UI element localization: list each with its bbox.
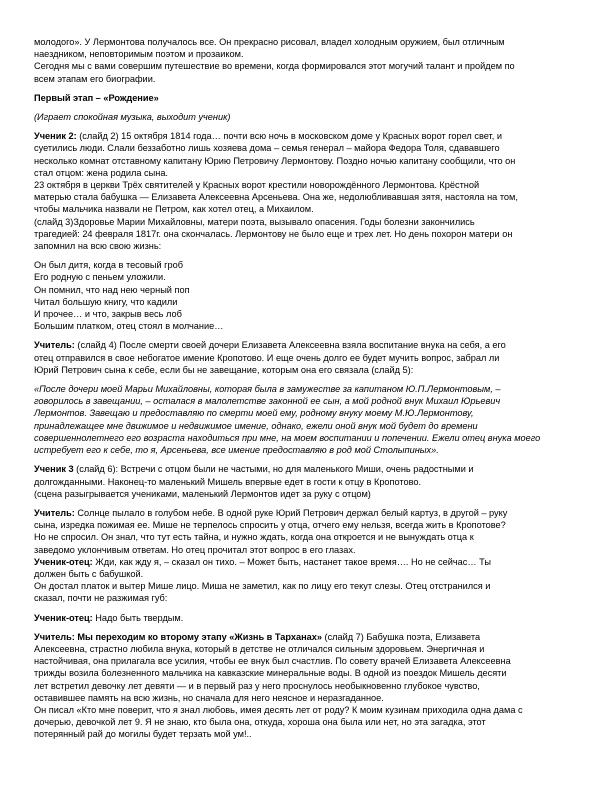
speech-text: (слайд 4) После смерти своей дочери Елизавета Алексеевна взяла воспитание внука на себя, а его отец отправился в свое небогатое имение Кропотово. И еще очень долго ее будет мучить вопрос, забрал ли Юрий Петрович сына к себе, если бы не завещание, которым она его связала (слайд 5): (34, 340, 506, 375)
speech-text: Солнце пылало в голубом небе. В одной руке Юрий Петрович держал белый картуз, в другой – руку сына, изредка пожимая ее. Мише не терпелось спросить у отца, отчего ему нельзя, всегда жить в Кропотове? Но не спросил. Он знал, что тут есть тайна, и нужно ждать, когда она откроется и не вынуждать отца к заведомо уклончивым ответам. Но отец прочитал этот вопрос в его глазах. (34, 507, 508, 555)
stage-one-heading: Первый этап – «Рождение» (34, 92, 159, 103)
speech-text: (слайд 2) 15 октября 1814 года… почти всю ночь в московском доме у Красных ворот горел свет, и суетились люди. Слали беззаботно лишь хозяева дома – семья генерал – майора Федора Толя, сдававшего несколько комнат отставному капитану Юрию Петровичу Лермонтову. Поздно ночью капитану сообщили, что он стал отцом: жена родила сына. (34, 131, 516, 178)
baptism-paragraph: 23 октября в церкви Трёх святителей у Красных ворот крестили новорождённого Лермонтова. Крёстной матерью стала бабушка — Елизавета Алексеевна Арсеньева. Она же, недолюбливавшая зятя, настояла на том, чтобы мальчика назвали не Петром, как хотел отец, а Михаилом. (34, 180, 518, 215)
will-quote: «После дочери моей Марьи Михайловны, которая была в замужестве за капитаном Ю.П.Лермонтовым, – говорилось в завещании, – осталася в малолетстве законной ее сын, а мой родной внук Михаил Юрьевич Лермонтов. Завещаю и предоставляю по смерти моей ему, родному внуку моему М.Ю.Лермонтову, принадлежащее мне движимое и недвижимое имение, однако, ежели оной внук мой будет до времени совершеннолетнего его возраста находиться при мне, на моем воспитании и попечении. Ежели отец внука моего истребует его к себе, то я, Арсеньева, все имение предоставляю в род мой Столыпиных». (34, 384, 541, 456)
speaker-label: Учитель: (34, 340, 75, 351)
music-stage-direction: (Играет спокойная музыка, выходит ученик) (34, 112, 231, 123)
speaker-label: Ученик-отец: (34, 556, 93, 567)
poem-quote: Он был дитя, когда в тесовый гроб Его родную с пеньем уложили. Он помнил, что над нею черный поп Читал большую книгу, что кадили И прочее… и что, закрыв весь лоб Большим платком, отец стоял в молчание… (34, 260, 224, 332)
student-2-speech (34, 130, 583, 252)
teacher-speech-3 (34, 631, 583, 741)
narration-paragraph: Он достал платок и вытер Мише лицо. Миша не заметил, как по лицу его текут слезы. Отец отстранился и сказал, почти не разжимая губ: (34, 581, 491, 604)
intro-paragraph: молодого». У Лермонтова получалось все. Он прекрасно рисовал, владел холодным оружием, был отличным наездником, неповторимым поэтом и прозаиком. Сегодня мы с вами совершим путешествие во времени, когда формировался этот могучий талант и пройдем по всем этапам его биографии. (34, 37, 515, 84)
teacher-speech-1 (34, 339, 583, 376)
father-speech-1 (34, 556, 583, 580)
teacher-speech-2 (34, 507, 583, 556)
speech-text: (слайд 7) Бабушка поэта, Елизавета Алексеевна, страстно любила внука, который в детстве не отличался сильным здоровьем. Энергичная и настойчивая, она прилагала все усилия, чтобы ее внук был счастлив. По совету врачей Елизавета Алексеевна трижды возила болезненного мальчика на кавказские минеральные воды. В одной из поездок Мишель десяти лет встретил девочку лет девяти — и в первый раз у него проснулось необыкновенно глубокое чувство, оставившее память на всю жизнь, но сначала для него неясное и неразгаданное. Он писал «Кто мне поверит, что я знал любовь, имея десять лет от роду? К моим кузинам приходила одна дама с дочерью, девочкой лет 9. Я не знаю, кто была она, откуда, хороша она была или нет, но эта загадка, этот потерянный рай до могилы будет терзать мой ум!.. (34, 631, 523, 740)
father-speech-2 (34, 612, 583, 624)
slide-3-paragraph: (слайд 3)Здоровье Марии Михайловны, матери поэта, вызывало опасения. Годы болезни закончились трагедией: 24 февраля 1817г. она скончалась. Лермонтову не было еще и трех лет. Но день похорон матери он запомнил на всю свою жизнь: (34, 216, 513, 252)
speech-text: Надо быть твердым. (92, 612, 184, 623)
speaker-label: Учитель: (34, 507, 75, 518)
speech-text: Жди, как жду я, – сказал он тихо. – Может быть, настанет такое время…. Но не сейчас… Ты должен быть с бабушкой. (34, 556, 491, 579)
speaker-label: Ученик 2: (34, 131, 77, 142)
student-3-speech (34, 463, 583, 500)
document-body (34, 36, 583, 741)
speaker-label: Ученик-отец: (34, 612, 93, 623)
speaker-label: Ученик 3 (34, 464, 74, 475)
speech-text: (слайд 6): Встречи с отцом были не частыми, но для маленького Миши, очень радостными и долгожданными. Наконец-то маленький Мишель впервые едет в гости к отцу в Кропотово. (сцена разыгрывается учениками, маленький Лермонтов идет за руку с отцом) (34, 464, 474, 499)
stage-two-lead: Учитель: Мы переходим ко второму этапу «Жизнь в Тарханах» (34, 631, 322, 642)
